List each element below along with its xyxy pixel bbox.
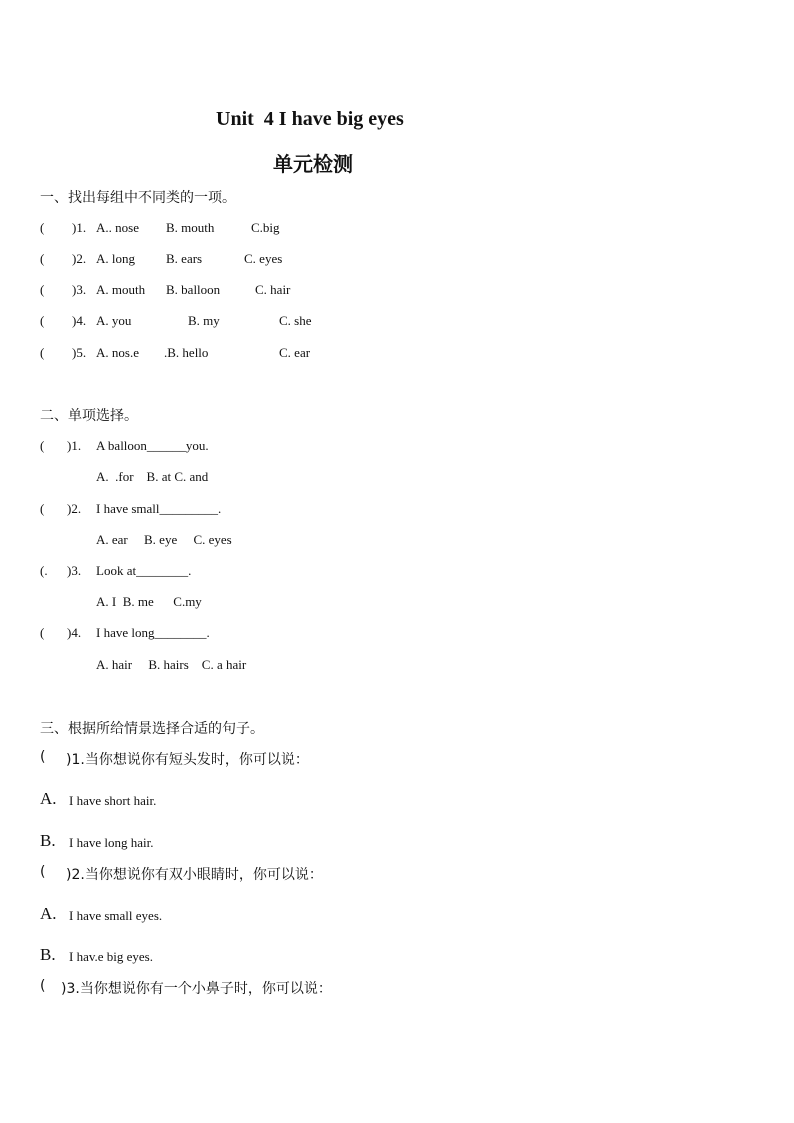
s2-q1-options: A. .for B. at C. and [96, 469, 209, 484]
s3-q1-paren: ( [40, 749, 46, 765]
s3-q2-option-a-letter: A. [40, 904, 57, 923]
s1-q4-number: )4. [72, 313, 87, 328]
s2-q2-number: )2. [67, 501, 82, 516]
s1-q5-paren: ( [40, 345, 45, 360]
s3-q1-stem: )1.当你想说你有短头发时，你可以说： [66, 752, 309, 768]
s1-q5-option-a: A. nos.e [96, 345, 139, 360]
page-subtitle: 单元检测 [273, 152, 353, 176]
s1-q3-option-c: C. hair [255, 282, 291, 297]
page-title: Unit 4 I have big eyes [216, 108, 404, 130]
section-1-heading: 一、找出每组中不同类的一项。 [40, 190, 236, 206]
s2-q2-paren: ( [40, 501, 45, 516]
s2-q4-number: )4. [67, 625, 82, 640]
section-3-heading: 三、根据所给情景选择合适的句子。 [40, 721, 264, 737]
s2-q3-number: )3. [67, 563, 82, 578]
s2-q3-options: A. I B. me C.my [96, 594, 202, 609]
s3-q3-stem: )3.当你想说你有一个小鼻子时，你可以说： [61, 981, 332, 997]
s1-q3-paren: ( [40, 282, 45, 297]
s1-q4-option-a: A. you [96, 313, 132, 328]
s2-q4-paren: ( [40, 625, 45, 640]
s1-q1-option-c: C.big [251, 220, 280, 235]
s1-q2-paren: ( [40, 251, 45, 266]
s2-q2-question: I have small_________. [96, 501, 222, 516]
s3-q3-paren: ( [40, 978, 46, 994]
s1-q2-number: )2. [72, 251, 87, 266]
s2-q1-question: A balloon______you. [96, 438, 209, 453]
s1-q2-option-b: B. ears [166, 251, 203, 266]
s1-q2-option-c: C. eyes [244, 251, 283, 266]
s2-q1-paren: ( [40, 438, 45, 453]
s3-q2-option-b-text: I hav.e big eyes. [69, 949, 153, 964]
s1-q5-option-b: .B. hello [164, 345, 209, 360]
s3-q2-paren: ( [40, 864, 46, 880]
section-2-heading: 二、单项选择。 [40, 408, 138, 424]
s1-q1-option-b: B. mouth [166, 220, 215, 235]
s3-q2-option-b-letter: B. [40, 945, 56, 964]
s3-q2-option-a-text: I have small eyes. [69, 908, 163, 923]
s2-q1-number: )1. [67, 438, 82, 453]
s1-q1-paren: ( [40, 220, 45, 235]
s2-q4-options: A. hair B. hairs C. a hair [96, 657, 247, 672]
s2-q3-question: Look at________. [96, 563, 192, 578]
s1-q4-option-b: B. my [188, 313, 220, 328]
s1-q4-option-c: C. she [279, 313, 312, 328]
s1-q3-number: )3. [72, 282, 87, 297]
s1-q3-option-b: B. balloon [166, 282, 221, 297]
s3-q1-option-b-letter: B. [40, 831, 56, 850]
s3-q1-option-a-letter: A. [40, 789, 57, 808]
s3-q1-option-b-text: I have long hair. [69, 835, 154, 850]
s3-q2-stem: )2.当你想说你有双小眼睛时，你可以说： [66, 867, 323, 883]
s1-q4-paren: ( [40, 313, 45, 328]
s1-q1-option-a: A.. nose [96, 220, 139, 235]
s3-q1-option-a-text: I have short hair. [69, 793, 157, 808]
s1-q5-option-c: C. ear [279, 345, 311, 360]
s1-q2-option-a: A. long [96, 251, 135, 266]
s2-q4-question: I have long________. [96, 625, 210, 640]
s1-q3-option-a: A. mouth [96, 282, 146, 297]
s1-q5-number: )5. [72, 345, 87, 360]
s1-q1-number: )1. [72, 220, 87, 235]
s2-q2-options: A. ear B. eye C. eyes [96, 532, 232, 547]
s2-q3-paren: (. [40, 563, 48, 578]
